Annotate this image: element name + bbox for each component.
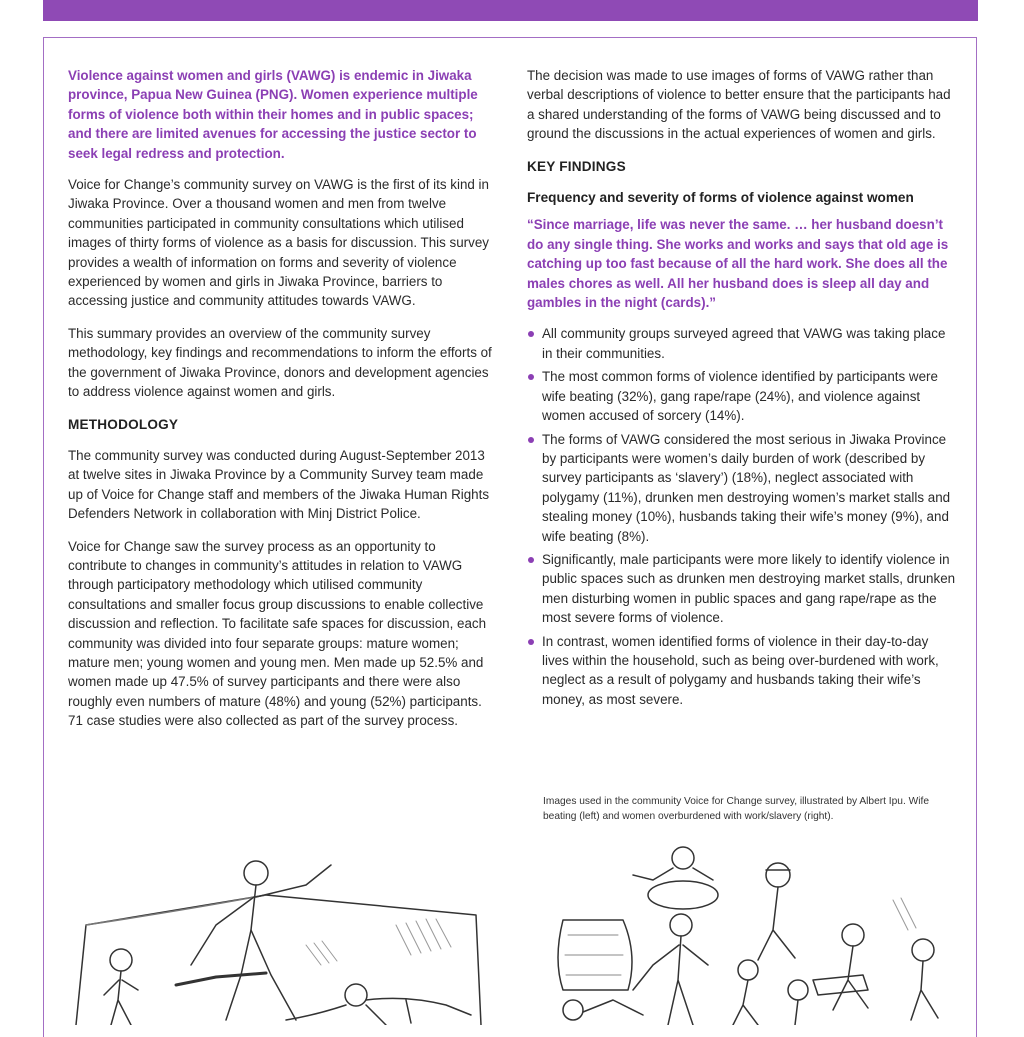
left-column (68, 66, 498, 744)
images-decision-paragraph: The decision was made to use images of forms of VAWG rather than verbal descriptions of violence to better ensure that the participants had a shared understanding of the forms of VAWG being discussed and to ground the discussions in the actual experiences of women and girls. (527, 68, 951, 142)
image-caption: Images used in the community Voice for Change survey, illustrated by Albert Ipu. Wife beating (left) and women overburdened with work/slavery (right). (543, 796, 929, 822)
right-column (527, 66, 957, 713)
list-item: In contrast, women identified forms of violence in their day-to-day lives within the household, such as being over-burdened with work, neglect as a result of polygamy and husbands taking their wife’s money, as most severe. (527, 632, 957, 710)
findings-subheading: Frequency and severity of forms of violence against women (527, 190, 914, 206)
key-findings-heading: KEY FINDINGS (527, 158, 626, 174)
methodology-heading: METHODOLOGY (68, 416, 179, 432)
intro-paragraph: Violence against women and girls (VAWG) is endemic in Jiwaka province, Papua New Guinea (PNG). Women experience multiple forms of violence both within their homes and in public spaces; and there are limited avenues for accessing the justice sector to seek legal redress and protection. (68, 68, 478, 161)
overburdened-women-illustration (533, 840, 963, 1025)
list-item: The most common forms of violence identified by participants were wife beating (32%), gang rape/rape (24%), and violence against women accused of sorcery (14%). (527, 367, 957, 425)
list-item: The forms of VAWG considered the most serious in Jiwaka Province by participants were women’s daily burden of work (described by survey participants as ‘slavery’) (18%), neglect associated with polygamy (11%), drunken men destroying women’s market stalls and stealing money (10%), husbands taking their wife’s money (9%), and wife beating (8%). (527, 430, 957, 546)
list-item: All community groups surveyed agreed that VAWG was taking place in their communities. (527, 324, 957, 363)
methodology-paragraph-1: The community survey was conducted during August-September 2013 at twelve sites in Jiwaka Province by a Community Survey team made up of Voice for Change staff and members of the Jiwaka Human Rights Defenders Network in collaboration with Minj District Police. (68, 447, 490, 522)
survey-paragraph: Voice for Change’s community survey on VAWG is the first of its kind in Jiwaka Province. Over a thousand women and men from twelve communities participated in community consultations which utilised images of thirty forms of violence as a basis for discussion. This survey provides a wealth of information on forms and severity of violence experienced by women and girls in Jiwaka Province, barriers to accessing justice and community attitudes towards VAWG. (68, 177, 489, 309)
methodology-paragraph-2: Voice for Change saw the survey process as an opportunity to contribute to changes in community’s attitudes in relation to VAWG through participatory methodology which utilised community consultations and smaller focus group discussions to enable collective discussion and reflection. To facilitate safe spaces for discussion, each community was divided into four separate groups: mature women; mature men; young women and young men. Men made up 52.5% and women made up 47.5% of survey participants and there were also roughly even numbers of mature (48%) and young (52%) participants. 71 case studies were also collected as part of the survey process. (68, 538, 487, 729)
list-item: Significantly, male participants were more likely to identify violence in public spaces such as drunken men destroying market stalls, drunken men disturbing women in public spaces and gang rape/rape as the most severe forms of violence. (527, 550, 957, 628)
findings-list (527, 324, 957, 709)
summary-paragraph: This summary provides an overview of the community survey methodology, key findings and recommendations to inform the efforts of the government of Jiwaka Province, donors and development agencies to address violence against women and girls. (68, 325, 492, 400)
header-banner (43, 0, 978, 21)
case-study-quote: “Since marriage, life was never the same. … her husband doesn’t do any single thing. She works and works and says that old age is catching up too fast because of all the hard work. She does all the males chores as well. All her husband does is sleep all day and gambles in the night (cards).” (527, 217, 949, 311)
wife-beating-illustration (66, 855, 486, 1025)
